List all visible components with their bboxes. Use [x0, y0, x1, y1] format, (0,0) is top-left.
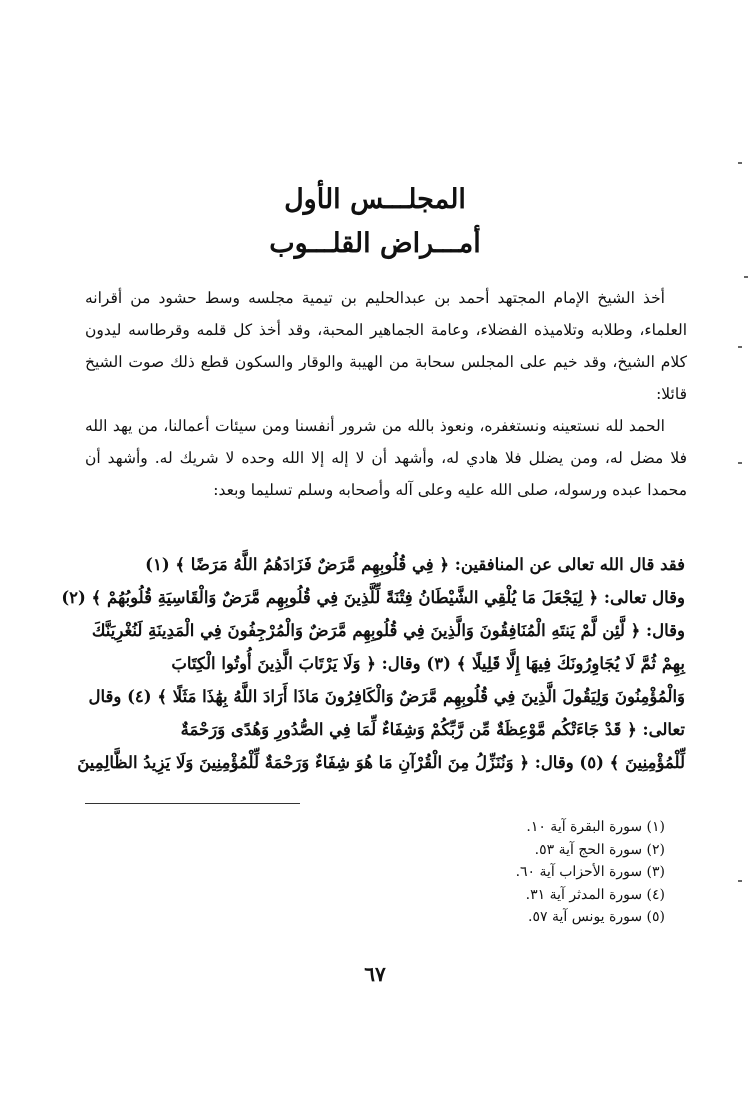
footnotes	[85, 816, 665, 929]
scan-mark	[738, 880, 742, 882]
scan-mark	[744, 276, 748, 278]
footnote: (٣) سورة الأحزاب آية ٦٠.	[515, 864, 665, 880]
scan-mark	[738, 462, 742, 464]
footnote: (٥) سورة يونس آية ٥٧.	[528, 909, 665, 925]
scan-mark	[738, 346, 742, 348]
quran-line: بِهِمْ ثُمَّ لَا يُجَاوِرُونَكَ فِيهَا إِلَّا قَلِيلًا ﴾ (٣) وقال: ﴿ وَلَا يَرْتَابَ الَّذِينَ أُوتُوا الْكِتَابَ	[171, 654, 685, 673]
intro-paragraph: أخذ الشيخ الإمام المجتهد أحمد بن عبدالحليم بن تيمية مجلسه وسط حشود من أقرانه العلماء، وطلابه وتلاميذه الفضلاء، وعامة الجماهير المحبة، وقد أخذ كل قلمه وقرطاسه ليدون كلام الشيخ، وقد خيم على المجلس سحابة من الهيبة والوقار والسكون قطع ذلك صوت الشيخ قائلا:	[85, 289, 687, 403]
sermon-paragraph: الحمد لله نستعينه ونستغفره، ونعوذ بالله من شرور أنفسنا ومن سيئات أعمالنا، من يهد الله فلا مضل له، ومن يضلل فلا هادي له، وأشهد أن لا إله إلا الله وحده لا شريك له. وأشهد أن محمدا عبده ورسوله، صلى الله عليه وعلى آله وأصحابه وسلم تسليما وبعد:	[85, 417, 687, 499]
chapter-heading	[0, 178, 750, 266]
quran-line: لِّلْمُؤْمِنِينَ ﴾ (٥) وقال: ﴿ وَنُنَزِّلُ مِنَ الْقُرْآنِ مَا هُوَ شِفَاءٌ وَرَحْمَةٌ لِّلْمُؤْمِنِينَ وَلَا يَزِيدُ الظَّالِمِينَ	[77, 753, 685, 772]
quran-line: وَالْمُؤْمِنُونَ وَلِيَقُولَ الَّذِينَ فِي قُلُوبِهِم مَّرَضٌ وَالْكَافِرُونَ مَاذَا أَرَادَ اللَّهُ بِهَٰذَا مَثَلًا ﴾ (٤) وقال	[88, 687, 685, 706]
scan-mark	[738, 162, 742, 164]
quran-line: فقد قال الله تعالى عن المنافقين: ﴿ فِي قُلُوبِهِم مَّرَضٌ فَزَادَهُمُ اللَّهُ مَرَضًا ﴾ (١)	[145, 555, 685, 574]
chapter-subtitle: أمـــراض القلـــوب	[269, 228, 481, 259]
footnote: (٢) سورة الحج آية ٥٣.	[534, 841, 665, 858]
footnote: (١) سورة البقرة آية ١٠.	[526, 819, 665, 835]
quran-line: وقال: ﴿ لَّئِن لَّمْ يَنتَهِ الْمُنَافِقُونَ وَالَّذِينَ فِي قُلُوبِهِم مَّرَضٌ وَالْمُرْجِفُونَ فِي الْمَدِينَةِ لَنُغْرِيَنَّكَ	[91, 621, 685, 640]
page-number: ٦٧	[364, 962, 386, 986]
chapter-title: المجلـــس الأول	[284, 184, 466, 215]
footnote-separator	[85, 803, 300, 804]
quran-line: وقال تعالى: ﴿ لِيَجْعَلَ مَا يُلْقِي الشَّيْطَانُ فِتْنَةً لِّلَّذِينَ فِي قُلُوبِهِم مَّرَضٌ وَالْقَاسِيَةِ قُلُوبُهُمْ ﴾ (٢)	[61, 588, 685, 607]
footnote: (٤) سورة المدثر آية ٣١.	[525, 886, 665, 903]
body-text	[85, 282, 687, 506]
quran-citations	[61, 548, 685, 779]
quran-line: تعالى: ﴿ قَدْ جَاءَتْكُم مَّوْعِظَةٌ مِّن رَّبِّكُمْ وَشِفَاءٌ لِّمَا فِي الصُّدُورِ وَهُدًى وَرَحْمَةٌ	[180, 720, 685, 739]
